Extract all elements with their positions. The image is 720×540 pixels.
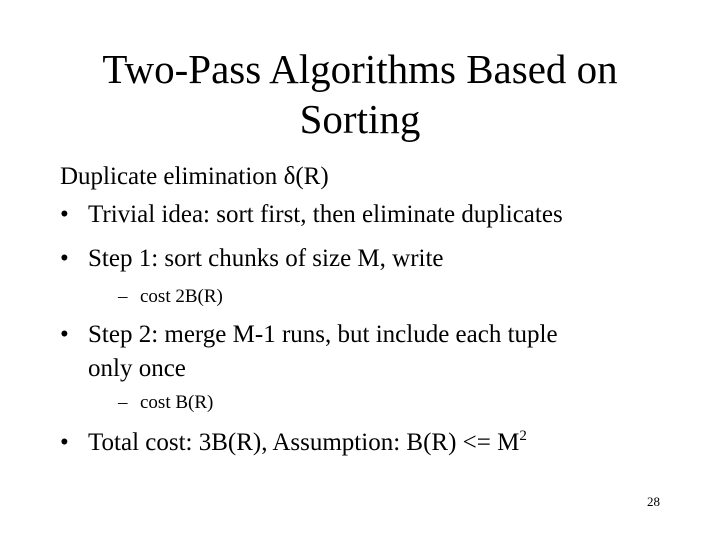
dash-marker: – [118, 286, 128, 307]
heading-suffix: (R) [295, 163, 329, 190]
heading-duplicate-elimination [60, 160, 329, 194]
slide-title-line-1: Two-Pass Algorithms Based on [102, 46, 618, 92]
bullet-text: Step 1: sort chunks of size M, write [88, 245, 444, 272]
bullet-marker: • [60, 321, 69, 348]
delta-symbol: δ [283, 163, 296, 190]
total-cost-text: Total cost: 3B(R), Assumption: B(R) <= M [88, 429, 520, 456]
bullet-marker: • [60, 201, 69, 228]
bullet-text [88, 426, 527, 460]
bullet-text: Trivial idea: sort first, then eliminate duplicates [88, 201, 563, 228]
page-number: 28 [647, 494, 660, 509]
heading-prefix: Duplicate elimination [60, 163, 284, 190]
slide-title-line-2: Sorting [299, 96, 421, 142]
dash-marker: – [118, 392, 128, 413]
bullet-text-line-1: Step 2: merge M-1 runs, but include each tuple [88, 321, 558, 348]
bullet-marker: • [60, 245, 69, 272]
bullet-text-line-2: only once [88, 355, 186, 382]
superscript-exponent: 2 [519, 428, 527, 444]
sub-item-text: cost 2B(R) [140, 286, 223, 307]
bullet-marker: • [60, 429, 69, 456]
slide-title [40, 44, 680, 144]
sub-item-text: cost B(R) [140, 392, 214, 413]
